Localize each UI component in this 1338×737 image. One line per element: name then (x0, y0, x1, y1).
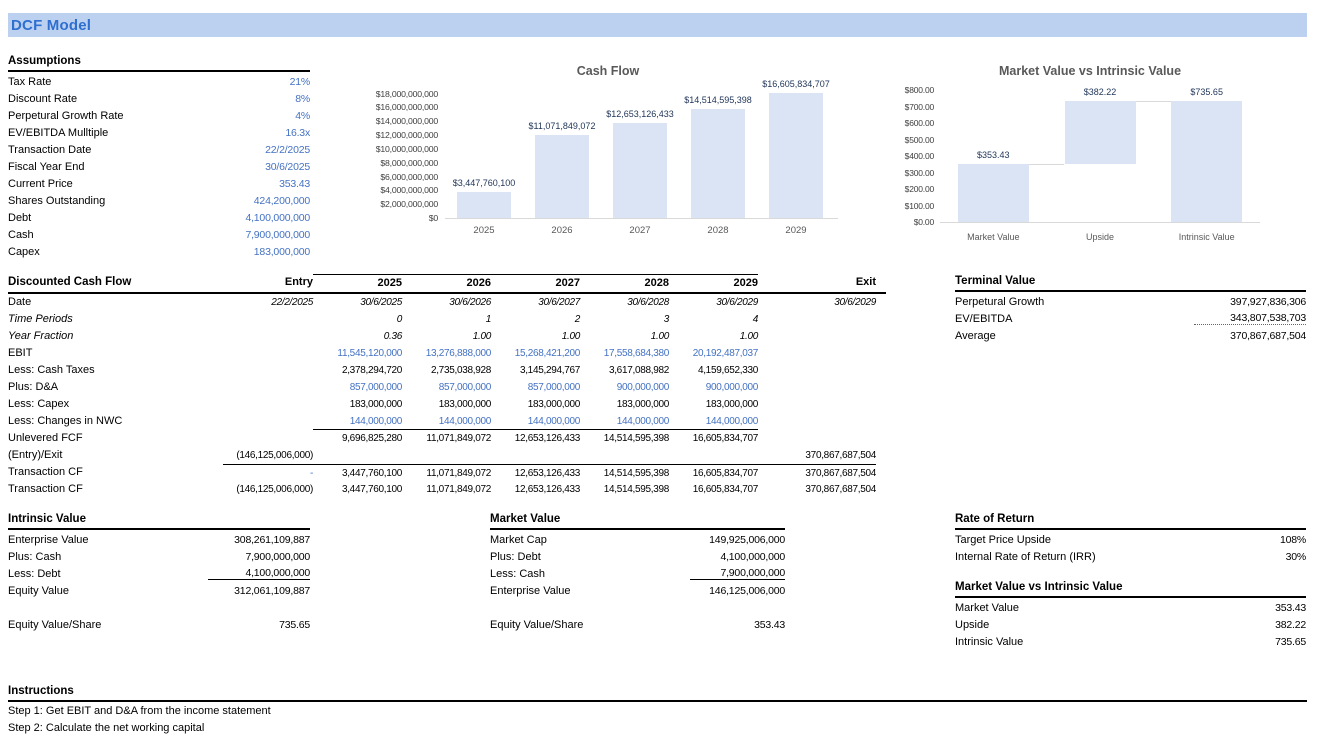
dcf-cell (223, 345, 313, 362)
dcf-row (8, 379, 886, 396)
intrinsic-value-section-title: Intrinsic Value (8, 512, 310, 530)
dcf-row-label: Less: Cash Taxes (8, 364, 95, 376)
mv-vs-iv-section-title: Market Value vs Intrinsic Value (955, 580, 1306, 598)
y-axis-tick: $700.00 (904, 101, 934, 112)
dcf-row-label: Plus: D&A (8, 381, 59, 393)
dcf-cell (223, 396, 313, 413)
dcf-cell[interactable]: 857,000,000 (438, 382, 491, 393)
dcf-row (8, 345, 886, 362)
bar-value-label: $3,447,760,100 (452, 178, 516, 188)
dcf-cell: 183,000,000 (438, 399, 491, 410)
dcf-cell: 16,605,834,707 (692, 484, 758, 495)
y-axis-tick: $300.00 (904, 167, 934, 178)
y-axis-tick: $4,000,000,000 (380, 185, 438, 196)
market-value-section (490, 512, 785, 633)
dcf-cell (758, 379, 876, 396)
intrinsic-value-row (8, 548, 310, 565)
dcf-cell[interactable]: 144,000,000 (669, 413, 758, 430)
dcf-row-label: Unlevered FCF (8, 432, 83, 444)
intrinsic-value-row (8, 616, 310, 633)
dcf-cell[interactable]: 15,268,421,200 (514, 348, 580, 359)
dcf-cell: 183,000,000 (705, 399, 758, 410)
assumption-row (8, 175, 310, 192)
dcf-cell (758, 396, 876, 413)
rate-of-return-row (955, 548, 1306, 565)
instructions-section (8, 684, 1307, 737)
assumption-row-label: Cash (8, 228, 34, 241)
market-value-row-label: Plus: Debt (490, 550, 541, 563)
assumption-row-value[interactable]: 353.43 (279, 177, 310, 190)
dcf-cell: 370,867,687,504 (805, 450, 876, 461)
bar-value-label: $14,514,595,398 (684, 94, 752, 105)
dcf-cell: 183,000,000 (349, 399, 402, 410)
market-value-row-label: Equity Value/Share (490, 618, 584, 631)
bar (535, 135, 589, 218)
assumption-row (8, 226, 310, 243)
dcf-cell: 1.00 (650, 331, 669, 342)
market-value-row (490, 616, 785, 633)
dcf-cell: 14,514,595,398 (580, 464, 669, 481)
assumption-row-label: Capex (8, 245, 40, 258)
dcf-cell[interactable]: - (223, 464, 313, 481)
assumption-row-value[interactable]: 424,200,000 (253, 194, 310, 207)
dcf-cell: 30/6/2028 (627, 297, 669, 308)
chart-title: Cash Flow (576, 64, 640, 78)
x-axis-label: 2027 (629, 225, 651, 236)
intrinsic-value-row-label: Equity Value (8, 584, 69, 597)
market-value-row-value: 7,900,000,000 (690, 567, 785, 580)
assumption-row-label: Current Price (8, 177, 73, 190)
x-axis-label: Upside (1085, 232, 1115, 242)
dcf-column-header: 2026 (402, 274, 491, 292)
terminal-value-section-title: Terminal Value (955, 274, 1306, 292)
dcf-cell: 11,071,849,072 (426, 433, 491, 444)
bar-value-label: $16,605,834,707 (762, 79, 830, 89)
dcf-cell: 16,605,834,707 (669, 464, 758, 481)
dcf-cell (223, 362, 313, 379)
dcf-cell[interactable]: 900,000,000 (616, 382, 669, 393)
dcf-cell: 11,071,849,072 (402, 464, 491, 481)
mv-vs-iv-row (955, 616, 1306, 633)
bar (1171, 101, 1242, 222)
bar-value-label: $735.65 (1190, 86, 1223, 97)
y-axis-tick: $12,000,000,000 (375, 130, 438, 140)
instructions-section-title: Instructions (8, 684, 1307, 702)
dcf-cell: 183,000,000 (616, 399, 669, 410)
dcf-row (8, 464, 886, 481)
assumption-row-value[interactable]: 4% (295, 109, 310, 122)
assumption-row (8, 107, 310, 124)
terminal-value-row-value: 343,807,538,703 (1194, 312, 1306, 325)
bar-value-label: $382.22 (1083, 86, 1117, 97)
assumption-row (8, 209, 310, 226)
mv-vs-iv-row-label: Upside (955, 618, 990, 631)
y-axis-tick: $200.00 (904, 184, 934, 194)
x-axis-label: Intrinsic Value (1178, 232, 1235, 242)
dcf-cell (223, 328, 313, 345)
dcf-cell: 183,000,000 (527, 399, 580, 410)
dcf-cell: 370,867,687,504 (805, 484, 876, 495)
market-value-row (490, 582, 785, 599)
y-axis-tick: $400.00 (904, 151, 934, 161)
dcf-row-label: Time Periods (8, 313, 73, 325)
dcf-cell: 12,653,126,433 (514, 484, 580, 495)
dcf-cell: 2 (574, 314, 580, 325)
dcf-row (8, 447, 886, 464)
assumption-row-value[interactable]: 4,100,000,000 (245, 211, 310, 224)
intrinsic-value-row-label: Less: Debt (8, 567, 61, 580)
assumption-row (8, 141, 310, 158)
dcf-cell: (146,125,006,000) (236, 450, 313, 461)
dcf-cell (223, 379, 313, 396)
market-value-row-value: 353.43 (754, 618, 785, 631)
page-title: DCF Model (11, 16, 92, 34)
dcf-cell (758, 328, 876, 345)
dcf-cell (580, 447, 669, 464)
dcf-cell: 22/2/2025 (271, 297, 313, 308)
dcf-cell: 3,447,760,100 (313, 464, 402, 481)
dcf-row-label: Less: Changes in NWC (8, 415, 123, 427)
dcf-cell[interactable]: 11,545,120,000 (337, 348, 402, 359)
market-value-row-value: 149,925,006,000 (709, 533, 785, 546)
title-banner (8, 13, 1307, 37)
dcf-row (8, 328, 886, 345)
mv-vs-iv-row-label: Intrinsic Value (955, 635, 1024, 648)
market-value-section-title: Market Value (490, 512, 785, 530)
dcf-column-header: Exit (855, 276, 876, 288)
dcf-cell (313, 447, 402, 464)
dcf-column-header: 2029 (669, 274, 758, 292)
dcf-row-label: Transaction CF (8, 483, 83, 495)
mv-vs-iv-row-label: Market Value (955, 601, 1019, 614)
spacer-row (490, 599, 785, 616)
y-axis-tick: $6,000,000,000 (380, 171, 438, 182)
intrinsic-value-row (8, 565, 310, 582)
intrinsic-value-row-label: Plus: Cash (8, 550, 62, 563)
dcf-cell[interactable]: 20,192,487,037 (692, 348, 758, 359)
dcf-cell: 3,145,294,767 (519, 365, 580, 376)
dcf-cell: 3,617,088,982 (608, 365, 669, 376)
mv-vs-iv-row (955, 599, 1306, 616)
assumption-row-label: Shares Outstanding (8, 194, 106, 207)
dcf-cell: 1.00 (561, 331, 580, 342)
dcf-cell: 1 (485, 314, 491, 325)
dcf-cell: 3,447,760,100 (341, 484, 402, 495)
y-axis-tick: $0 (428, 213, 438, 223)
market-value-row-label: Market Cap (490, 533, 547, 546)
dcf-cell[interactable]: 857,000,000 (527, 382, 580, 393)
assumption-row-label: Transaction Date (8, 143, 92, 156)
assumption-row (8, 124, 310, 141)
dcf-cell: 11,071,849,072 (426, 484, 491, 495)
intrinsic-value-row (8, 582, 310, 599)
assumption-row (8, 192, 310, 209)
assumption-row (8, 90, 310, 107)
y-axis-tick: $14,000,000,000 (375, 116, 438, 127)
terminal-value-section (955, 274, 1306, 344)
market-value-row (490, 565, 785, 582)
assumption-row-value[interactable]: 22/2/2025 (265, 143, 310, 156)
rate-of-return-row-value: 108% (1279, 533, 1306, 546)
dcf-cell: (146,125,006,000) (236, 484, 313, 495)
y-axis-tick: $500.00 (904, 134, 934, 145)
market-value-row (490, 531, 785, 548)
dcf-cell (758, 362, 876, 379)
dcf-table (8, 274, 886, 498)
bar-value-label: $12,653,126,433 (606, 108, 674, 119)
dcf-row (8, 430, 886, 447)
assumption-row-label: Discount Rate (8, 92, 78, 105)
terminal-value-row (955, 293, 1306, 310)
y-axis-tick: $0.00 (913, 217, 934, 227)
dcf-cell: 2,378,294,720 (341, 365, 402, 376)
rate-of-return-row-label: Target Price Upside (955, 533, 1051, 546)
rate-of-return-row-label: Internal Rate of Return (IRR) (955, 550, 1096, 563)
assumption-row-label: Debt (8, 211, 32, 224)
instruction-step: Step 1: Get EBIT and D&A from the income statement (8, 705, 271, 717)
dcf-cell (669, 447, 758, 464)
dcf-cell: 0.36 (383, 331, 402, 342)
dcf-cell: 30/6/2026 (449, 297, 491, 308)
terminal-value-row (955, 327, 1306, 344)
bar (1065, 101, 1136, 164)
dcf-cell (402, 447, 491, 464)
dcf-cell: 3 (663, 314, 669, 325)
dcf-column-header: 2028 (580, 274, 669, 292)
dcf-cell[interactable]: 13,276,888,000 (425, 348, 491, 359)
intrinsic-value-section (8, 512, 310, 633)
dcf-cell[interactable]: 144,000,000 (313, 413, 402, 430)
waterfall-connector-line (1136, 101, 1172, 102)
dcf-row-label: Transaction CF (8, 466, 83, 478)
rate-of-return-section (955, 512, 1306, 565)
dcf-cell: 4,159,652,330 (697, 365, 758, 376)
assumption-row (8, 243, 310, 260)
dcf-cell[interactable]: 17,558,684,380 (603, 348, 669, 359)
x-axis-line (940, 222, 1260, 223)
chart-title: Market Value vs Intrinsic Value (998, 64, 1182, 78)
dcf-cell: 2,735,038,928 (430, 365, 491, 376)
dcf-cell: 16,605,834,707 (692, 433, 758, 444)
dcf-cell (758, 311, 876, 328)
dcf-cell[interactable]: 900,000,000 (705, 382, 758, 393)
dcf-row-label: Less: Capex (8, 398, 70, 410)
dcf-column-header: Entry (284, 276, 313, 288)
intrinsic-value-row (8, 531, 310, 548)
assumptions-section (8, 54, 310, 260)
assumption-row-value[interactable]: 21% (289, 75, 310, 88)
mv-vs-iv-row-value: 353.43 (1275, 601, 1306, 614)
intrinsic-value-row-value: 7,900,000,000 (245, 550, 310, 563)
x-axis-label: 2029 (785, 225, 807, 236)
bar (958, 164, 1029, 222)
y-axis-tick: $800.00 (904, 85, 934, 95)
assumption-row-label: EV/EBITDA Mulltiple (8, 126, 109, 139)
y-axis-tick: $18,000,000,000 (375, 88, 438, 99)
rate-of-return-row-value: 30% (1285, 550, 1306, 563)
bar-value-label: $11,071,849,072 (528, 120, 596, 131)
terminal-value-row-label: Perpetural Growth (955, 295, 1045, 308)
dcf-cell: 370,867,687,504 (758, 464, 876, 481)
dcf-cell[interactable]: 144,000,000 (402, 413, 491, 430)
terminal-value-row-value: 370,867,687,504 (1230, 329, 1306, 342)
dcf-row (8, 413, 886, 430)
terminal-value-row-label: EV/EBITDA (955, 312, 1013, 325)
dcf-cell (223, 413, 313, 430)
dcf-cell (223, 430, 313, 447)
dcf-row (8, 294, 886, 311)
assumption-row-value[interactable]: 8% (295, 92, 310, 105)
intrinsic-value-row-value: 735.65 (279, 618, 310, 631)
rate-of-return-section-title: Rate of Return (955, 512, 1306, 530)
rate-of-return-row (955, 531, 1306, 548)
dcf-row-label: Date (8, 296, 32, 308)
y-axis-tick: $10,000,000,000 (375, 143, 438, 154)
mv-vs-iv-row (955, 633, 1306, 650)
y-axis-tick: $600.00 (904, 118, 934, 128)
dcf-cell (758, 430, 876, 447)
intrinsic-value-row-value: 308,261,109,887 (234, 533, 310, 546)
terminal-value-row-label: Average (955, 329, 996, 342)
y-axis-tick: $16,000,000,000 (375, 102, 438, 113)
bar-value-label: $353.43 (977, 149, 1010, 160)
dcf-column-header: 2025 (313, 274, 402, 292)
dcf-header-row (8, 274, 886, 294)
dcf-row-label: Year Fraction (8, 330, 74, 342)
assumption-row-label: Tax Rate (8, 75, 52, 88)
dcf-cell (223, 311, 313, 328)
waterfall-connector-line (1029, 164, 1065, 165)
dcf-row-label: (Entry)/Exit (8, 449, 63, 461)
dcf-cell: 30/6/2027 (538, 297, 580, 308)
dcf-cell[interactable]: 144,000,000 (491, 413, 580, 430)
assumption-row-value[interactable]: 16.3x (285, 126, 310, 139)
intrinsic-value-row-label: Enterprise Value (8, 533, 89, 546)
assumption-row-label: Fiscal Year End (8, 160, 85, 173)
terminal-value-row (955, 310, 1306, 327)
dcf-cell: 30/6/2029 (716, 297, 758, 308)
intrinsic-value-row-value: 312,061,109,887 (234, 584, 310, 597)
bar (613, 123, 667, 218)
dcf-cell: 12,653,126,433 (514, 433, 580, 444)
dcf-cell: 1.00 (739, 331, 758, 342)
dcf-cell: 14,514,595,398 (603, 484, 669, 495)
dcf-column-header: 2027 (491, 274, 580, 292)
x-axis-line (445, 218, 838, 219)
dcf-row (8, 311, 886, 328)
dcf-cell: 30/6/2029 (834, 297, 876, 308)
dcf-cell: 12,653,126,433 (491, 464, 580, 481)
bar (769, 93, 823, 218)
market-value-row-value: 146,125,006,000 (709, 584, 785, 597)
dcf-cell: 9,696,825,280 (341, 433, 402, 444)
market-value-row-label: Enterprise Value (490, 584, 571, 597)
market-value-row-label: Less: Cash (490, 567, 546, 580)
x-axis-label: Market Value (967, 232, 1020, 242)
assumption-row (8, 73, 310, 90)
y-axis-tick: $2,000,000,000 (380, 199, 438, 210)
dcf-cell (491, 447, 580, 464)
dcf-cell (758, 345, 876, 362)
instruction-step: Step 2: Calculate the net working capital (8, 722, 205, 734)
intrinsic-value-row-value: 4,100,000,000 (208, 567, 310, 580)
dcf-row-label: EBIT (8, 347, 33, 359)
y-axis-tick: $8,000,000,000 (380, 157, 438, 168)
dcf-table-title: Discounted Cash Flow (8, 276, 132, 288)
dcf-cell: 4 (752, 314, 758, 325)
market-value-row-value: 4,100,000,000 (720, 550, 785, 563)
mv-vs-iv-section (955, 580, 1306, 650)
dcf-cell[interactable]: 144,000,000 (580, 413, 669, 430)
y-axis-tick: $100.00 (904, 200, 934, 211)
dcf-cell: 1.00 (472, 331, 491, 342)
assumption-row-label: Perpetural Growth Rate (8, 109, 124, 122)
dcf-row (8, 396, 886, 413)
bar (691, 109, 745, 218)
cashflow-chart (373, 58, 868, 248)
intrinsic-value-row-label: Equity Value/Share (8, 618, 102, 631)
terminal-value-row-value: 397,927,836,306 (1230, 295, 1306, 308)
x-axis-label: 2026 (551, 225, 573, 236)
dcf-cell[interactable]: 857,000,000 (349, 382, 402, 393)
dcf-cell: 30/6/2025 (360, 297, 402, 308)
market-vs-intrinsic-chart (900, 58, 1320, 253)
assumption-row-value[interactable]: 7,900,000,000 (245, 228, 310, 241)
dcf-row (8, 362, 886, 379)
mv-vs-iv-row-value: 382.22 (1275, 618, 1306, 631)
spacer-row (8, 599, 310, 616)
dcf-cell: 14,514,595,398 (603, 433, 669, 444)
assumptions-section-title: Assumptions (8, 54, 310, 72)
assumption-row (8, 158, 310, 175)
mv-vs-iv-row-value: 735.65 (1275, 635, 1306, 648)
assumption-row-value[interactable]: 183,000,000 (253, 245, 310, 258)
dcf-cell: 0 (396, 314, 402, 325)
bar (457, 192, 511, 218)
market-value-row (490, 548, 785, 565)
dcf-row (8, 481, 886, 498)
assumption-row-value[interactable]: 30/6/2025 (265, 160, 310, 173)
x-axis-label: 2025 (473, 225, 495, 236)
dcf-cell (758, 413, 876, 430)
x-axis-label: 2028 (707, 225, 729, 236)
